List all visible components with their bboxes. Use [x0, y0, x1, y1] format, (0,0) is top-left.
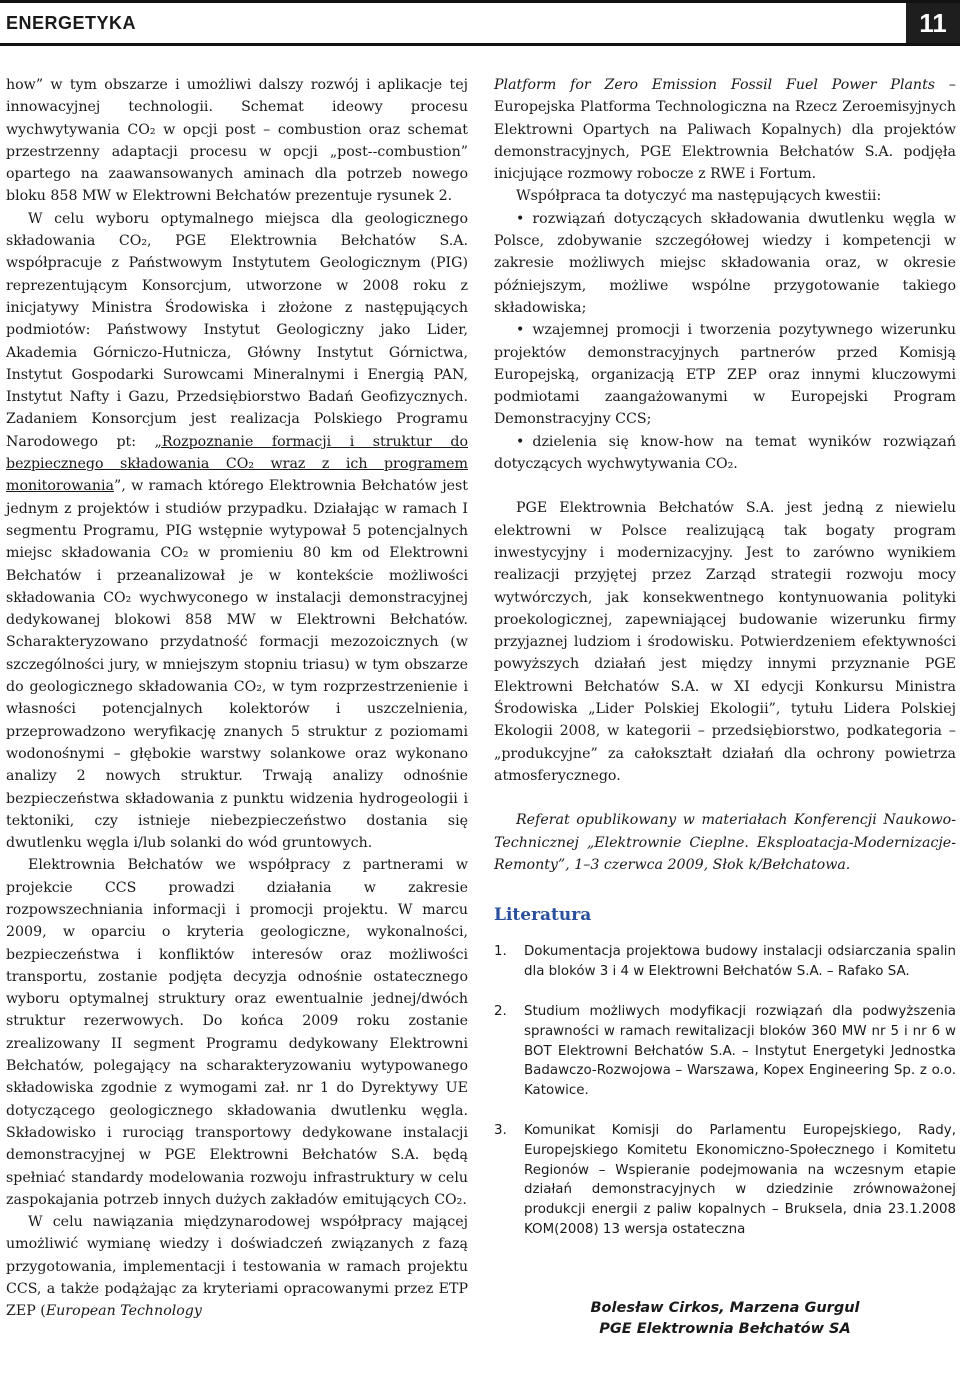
paragraph: how” w tym obszarze i umożliwi dalszy rozwój i aplikacje tej innowacyjnej technologii. Schemat ideowy procesu wychwytywania CO₂ w opcji post – combustion oraz schemat przestrzenny adaptacji procesu w opcji „post--combustion” opartego na zaawansowanych aminach dla potrzeb nowego bloku 858 MW w Elektrowni Bełchatów prezentuje rysunek 2.	[6, 77, 468, 205]
bullet-list	[494, 208, 956, 476]
paragraph-italic: Platform for Zero Emission Fossil Fuel Power Plants	[494, 77, 936, 93]
reference-number: 2.	[494, 1003, 507, 1019]
reference-item	[494, 1121, 956, 1240]
publication-note: Referat opublikowany w materiałach Konferencji Naukowo-Technicznej „Elektrownie Cieplne. Eksploatacja-Modernizacje-Remonty”, 1–3 czerwca 2009, Słok k/Bełchatowa.	[494, 812, 956, 873]
paragraph	[494, 74, 956, 185]
author-company: PGE Elektrownia Bełchatów SA	[599, 1321, 851, 1337]
references-list	[494, 942, 956, 1239]
list-item: • wzajemnej promocji i tworzenia pozytywnego wizerunku projektów demonstracyjnych partnerów przed Komisją Europejską, organizacją ETP ZEP oraz innymi kluczowymi podmiotami zaangażowanymi w Europejski Program Demonstracyjny CCS;	[494, 319, 956, 430]
reference-text: Studium możliwych modyfikacji rozwiązań dla podwyższenia sprawności w ramach rewitalizacji bloków 360 MW nr 5 i nr 6 w BOT Elektrowni Bełchatów S.A. – Instytut Energetyki Jednostka Badawczo-Rozwojowa – Warszawa, Kopex Engineering Sp. z o.o. Katowice.	[524, 1003, 956, 1099]
page-number: 11	[906, 3, 960, 43]
reference-item	[494, 1002, 956, 1101]
list-item: • rozwiązań dotyczących składowania dwutlenku węgla w Polsce, zdobywanie szczegółowej wiedzy i kompetencji w zakresie możliwych miejsc składowania oraz, w okresie późniejszym, możliwe wspólne przygotowanie takiego składowiska;	[494, 208, 956, 319]
paragraph-text: ”, w ramach którego Elektrownia Bełchatów jest jednym z projektów i studiów przypadku. Działając w ramach I segmentu Programu, PIG wstępnie wytypował 5 potencjalnych miejsc składowania CO₂ w promieniu 80 km od Elektrowni Bełchatów i przeanalizował je w kontekście możliwości składowania CO₂ wychwyconego w instalacji demonstracyjnej dedykowanej blokowi 858 MW w Elektrowni Bełchatów. Scharakteryzowano przydatność formacji mezozoicznych (w szczególności jury, w mniejszym stopniu triasu) w tym obszarze do geologicznego składowania CO₂, w tym rozprzestrzenienie i własności potencjalnych kolektorów i uszczelnienia, przeprowadzono weryfikację znanych 5 struktur z poziomami wodonośnymi – głębokie warstwy solankowe oraz wykonano analizy 2 nowych struktur. Trwają analizy odnośnie bezpieczeństwa składowania z punktu widzenia hydrogeologii i tektoniki, czy istnieje niebezpieczeństwo dostania się dwutlenku węgla i/lub solanki do wód gruntowych.	[6, 478, 468, 852]
program-title-link: „Rozpoznanie formacji i struktur do bezpiecznego składowania CO₂ wraz z ich programem monitorowania	[6, 433, 468, 495]
paragraph	[6, 208, 468, 855]
paragraph-text: W celu nawiązania międzynarodowej współpracy mającej umożliwić wymianę wiedzy i doświadczeń związanych z fazą przygotowania, implementacji i testowania w ramach projektu CCS, a także podążając za kryteriami opracowanymi przez ETP ZEP (	[6, 1214, 468, 1320]
paragraph: Współpraca ta dotyczyć ma następujących kwestii:	[516, 188, 882, 205]
paragraph-text: – Europejska Platforma Technologiczna na Rzecz Zeroemisyjnych Elektrowni Opartych na Paliwach Kopalnych) dla projektów demonstracyjnych, PGE Elektrownia Bełchatów S.A. podjęła inicjujące rozmowy robocze z RWE i Fortum.	[494, 77, 956, 183]
section-title: ENERGETYKA	[6, 12, 137, 33]
reference-text: Komunikat Komisji do Parlamentu Europejskiego, Rady, Europejskiego Komitetu Ekonomiczno-Społecznego i Komitetu Regionów – Wspieranie podejmowania na wczesnym etapie działań demonstracyjnych w dziedzinie zrównoważonej produkcji energii z paliw kopalnych – Bruksela, dnia 23.1.2008 KOM(2008) 13 wersja ostateczna	[524, 1122, 956, 1237]
list-item: • dzielenia się know-how na temat wyników rozwiązań dotyczących wychwytywania CO₂.	[494, 431, 956, 476]
authors: Bolesław Cirkos, Marzena Gurgul	[590, 1300, 860, 1316]
paragraph-italic: European Technology	[45, 1303, 202, 1320]
paragraph	[6, 1211, 468, 1322]
reference-number: 3.	[494, 1122, 507, 1138]
paragraph: PGE Elektrownia Bełchatów S.A. jest jedną z niewielu elektrowni w Polsce realizującą tak bogaty program inwestycyjny i modernizacyjny. Jest to zarówno wynikiem realizacji przyjętej przez Zarząd strategii rozwoju mocy wytwórczych, jak konsekwentnego kontynuowania polityki proekologicznej, zapewniającej budowanie wizerunku firmy przyjaznej ludziom i środowisku. Potwierdzeniem efektywności powyższych działań jest między innymi przyznanie PGE Elektrowni Bełchatów S.A. w XI edycji Konkursu Ministra Środowiska „Lider Polskiej Ekologii”, tytułu Lidera Polskiej Ekologii 2008, w kategorii – przedsiębiorstwo, podkategoria – „produkcyjne” za całokształt działań dla ochrony powietrza atmosferycznego.	[494, 500, 956, 784]
right-column	[494, 74, 956, 1260]
page-header	[0, 0, 960, 46]
reference-item	[494, 942, 956, 982]
paragraph-text: W celu wyboru optymalnego miejsca dla geologicznego składowania CO₂, PGE Elektrownia Bełchatów S.A. współpracuje z Państwowym Instytutem Geologicznym (PIG) reprezentującym Konsorcjum, utworzone w 2008 roku z inicjatywy Ministra Środowiska i złożone z następujących podmiotów: Państwowy Instytut Geologiczny jako Lider, Akademia Górniczo-Hutnicza, Główny Instytut Górnictwa, Instytut Gospodarki Surowcami Mineralnymi i Energią PAN, Instytut Nafty i Gazu, Przedsiębiorstwo Badań Geofizycznych. Zadaniem Konsorcjum jest realizacja Polskiego Programu Narodowego pt:	[6, 210, 468, 450]
references-heading: Literatura	[494, 905, 592, 926]
left-column	[6, 74, 468, 1323]
paragraph: Elektrownia Bełchatów we współpracy z partnerami w projekcie CCS prowadzi działania w zakresie rozpowszechniania informacji i promocji projektu. W marcu 2009, w oparciu o kryteria geologiczne, wykonalności, bezpieczeństwa i konfliktów interesów oraz możliwości transportu, zostanie podjęta decyzja odnośnie ostatecznego wyboru optymalnej struktury oraz ewentualnie jednej/dwóch struktur rezerwowych. Do końca 2009 roku zostanie zrealizowany II segment Programu dedykowany Elektrowni Bełchatów, polegający na scharakteryzowaniu wytypowanego składowiska zgodnie z wymogami zał. nr 1 do Dyrektywy UE dotyczącego geologicznego składowania dwutlenku węgla. Składowisko i rurociąg transportowy dedykowane instalacji demonstracyjnej w PGE Elektrowni Bełchatów S.A. będą spełniać standardy modelowania rozwoju infrastruktury w celu zaspokajania potrzeb innych dużych zakładów emitujących CO₂.	[6, 857, 468, 1208]
reference-number: 1.	[494, 944, 507, 960]
reference-text: Dokumentacja projektowa budowy instalacji odsiarczania spalin dla bloków 3 i 4 w Elektrowni Bełchatów S.A. – Rafako SA.	[524, 944, 956, 980]
author-signature	[494, 1298, 956, 1340]
